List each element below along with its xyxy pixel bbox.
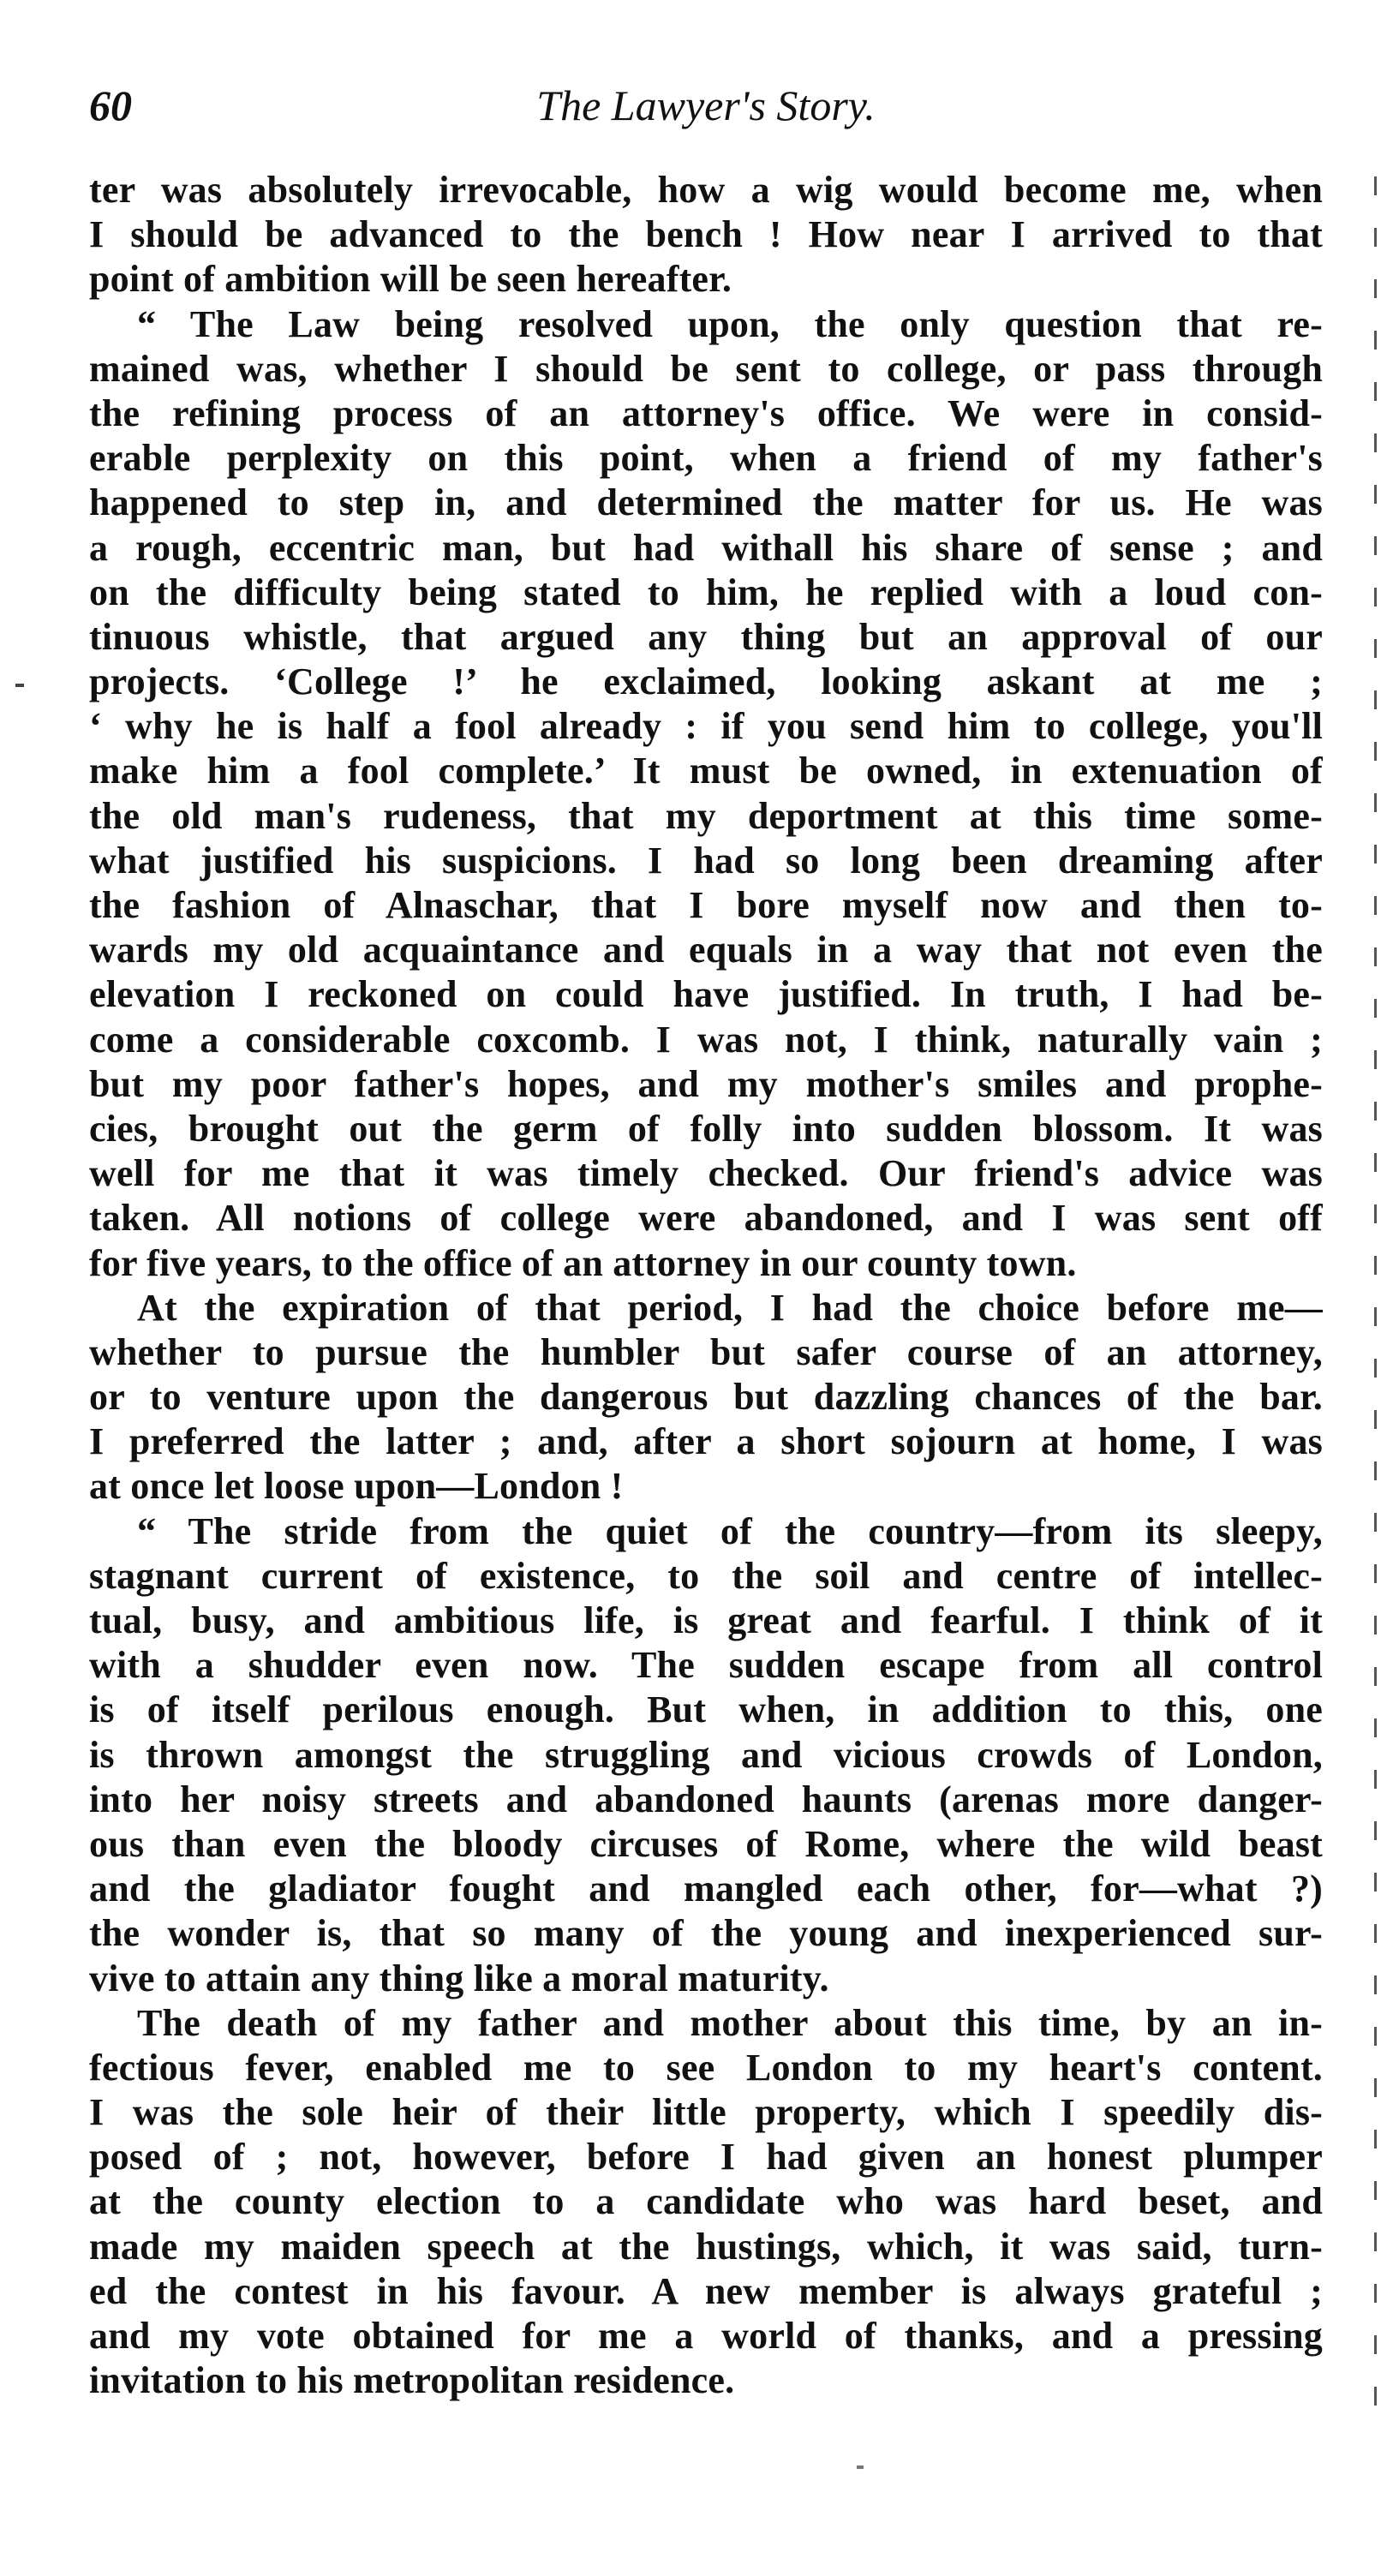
text-line: tinuous whistle, that argued any thing but an approval of our [89,615,1323,658]
left-margin-speck [15,684,24,687]
margin-tick [1374,1513,1377,1532]
margin-tick [1374,2232,1377,2251]
margin-tick [1374,690,1377,709]
text-line: with a shudder even now. The sudden escape from all control [89,1644,1323,1687]
text-line: well for me that it was timely checked. Our friend's advice was [89,1152,1323,1195]
margin-tick [1374,1770,1377,1789]
text-line: vive to attain any thing like a moral maturity. [89,1957,829,1999]
text-line: ‘ why he is half a fool already : if you send him to college, you'll [89,705,1323,748]
margin-tick [1374,639,1377,658]
text-line: and the gladiator fought and mangled each other, for—what ?) [89,1868,1323,1910]
margin-tick [1374,1616,1377,1635]
text-line: fectious fever, enabled me to see London to my heart's content. [89,2046,1323,2089]
text-line: the refining process of an attorney's office. We were in consid- [89,391,1323,434]
margin-tick [1374,1307,1377,1326]
text-line: mained was, whether I should be sent to college, or pass through [89,347,1323,390]
margin-tick [1374,947,1377,966]
text-line: point of ambition will be seen hereafter. [89,258,732,301]
text-line: “ The Law being resolved upon, the only question that re- [137,302,1323,345]
text-line: a rough, eccentric man, but had withall his share of sense ; and [89,526,1323,569]
margin-tick [1374,382,1377,401]
margin-tick [1374,1204,1377,1223]
margin-tick [1374,279,1377,298]
margin-tick [1374,485,1377,504]
text-line: whether to pursue the humbler but safer course of an attorney, [89,1330,1323,1373]
text-line: the old man's rudeness, that my deportment at this time some- [89,794,1323,837]
text-line: taken. All notions of college were abandoned, and I was sent off [89,1197,1323,1240]
text-line: wards my old acquaintance and equals in a way that not even the [89,929,1323,971]
text-line: is of itself perilous enough. But when, in addition to this, one [89,1688,1323,1731]
text-line: “ The stride from the quiet of the country—from its sleepy, [137,1509,1323,1552]
text-line: make him a fool complete.’ It must be owned, in extenuation of [89,750,1323,792]
text-line: erable perplexity on this point, when a friend of my father's [89,437,1323,480]
margin-tick [1374,228,1377,247]
margin-tick [1374,845,1377,864]
margin-tick [1374,793,1377,812]
text-line: I should be advanced to the bench ! How near I arrived to that [89,213,1323,256]
text-line: at the county election to a candidate who was hard beset, and [89,2180,1323,2223]
margin-tick [1374,1873,1377,1892]
margin-tick [1374,2284,1377,2303]
text-line: cies, brought out the germ of folly into sudden blossom. It was [89,1107,1323,1150]
margin-tick [1374,1359,1377,1378]
text-line: at once let loose upon—London ! [89,1465,624,1508]
margin-tick [1374,896,1377,915]
text-line: ed the contest in his favour. A new member is always grateful ; [89,2269,1323,2312]
text-line: what justified his suspicions. I had so long been dreaming after [89,839,1323,882]
text-line: the fashion of Alnaschar, that I bore myself now and then to- [89,884,1323,926]
margin-tick [1374,742,1377,761]
text-line: for five years, to the office of an attorney in our county town. [89,1241,1077,1284]
margin-tick [1374,2387,1377,2406]
margin-tick [1374,999,1377,1018]
page-header [89,75,1323,135]
text-line: ous than even the bloody circuses of Rome, where the wild beast [89,1822,1323,1865]
text-line: made my maiden speech at the hustings, which, it was said, turn- [89,2225,1323,2268]
margin-tick [1374,2335,1377,2354]
text-line: or to venture upon the dangerous but dazzling chances of the bar. [89,1376,1323,1419]
body-text [89,168,1323,2403]
margin-tick [1374,1667,1377,1686]
text-line: the wonder is, that so many of the young and inexperienced sur- [89,1912,1323,1955]
margin-tick [1374,1924,1377,1943]
text-line: I preferred the latter ; and, after a short sojourn at home, I was [89,1420,1323,1463]
text-line: and my vote obtained for me a world of thanks, and a pressing [89,2315,1323,2357]
margin-tick [1374,2130,1377,2149]
text-line: stagnant current of existence, to the soil and centre of intellec- [89,1554,1323,1597]
text-line: is thrown amongst the struggling and vicious crowds of London, [89,1733,1323,1776]
text-line: invitation to his metropolitan residence. [89,2359,735,2402]
text-line: The death of my father and mother about this time, by an in- [137,2001,1323,2044]
text-line: happened to step in, and determined the matter for us. He was [89,481,1323,524]
text-line: I was the sole heir of their little property, which I speedily dis- [89,2091,1323,2134]
right-margin-marks [1374,168,1378,2421]
margin-tick [1374,1821,1377,1840]
text-line: posed of ; not, however, before I had given an honest plumper [89,2136,1323,2179]
bottom-speck [857,2465,864,2469]
text-line: come a considerable coxcomb. I was not, I think, naturally vain ; [89,1018,1323,1061]
margin-tick [1374,1564,1377,1583]
margin-tick [1374,176,1377,195]
running-title: The Lawyer's Story. [536,81,876,129]
margin-tick [1374,2181,1377,2200]
margin-tick [1374,2027,1377,2046]
page-number: 60 [89,81,132,129]
margin-tick [1374,331,1377,350]
margin-tick [1374,1718,1377,1737]
text-line: projects. ‘College !’ he exclaimed, looking askant at me ; [89,660,1323,703]
text-line: but my poor father's hopes, and my mother's smiles and prophe- [89,1062,1323,1105]
margin-tick [1374,1256,1377,1275]
margin-tick [1374,1975,1377,1994]
margin-tick [1374,1102,1377,1121]
text-line: into her noisy streets and abandoned haunts (arenas more danger- [89,1778,1323,1820]
text-line: on the difficulty being stated to him, he replied with a loud con- [89,571,1323,613]
margin-tick [1374,536,1377,555]
margin-tick [1374,1461,1377,1480]
margin-tick [1374,1050,1377,1069]
margin-tick [1374,588,1377,607]
margin-tick [1374,2078,1377,2097]
margin-tick [1374,1153,1377,1172]
text-line: tual, busy, and ambitious life, is great and fearful. I think of it [89,1599,1323,1641]
text-line: At the expiration of that period, I had the choice before me— [137,1286,1323,1329]
margin-tick [1374,1410,1377,1429]
text-line: elevation I reckoned on could have justified. In truth, I had be- [89,973,1323,1016]
text-line: ter was absolutely irrevocable, how a wig would become me, when [89,169,1323,211]
margin-tick [1374,433,1377,452]
